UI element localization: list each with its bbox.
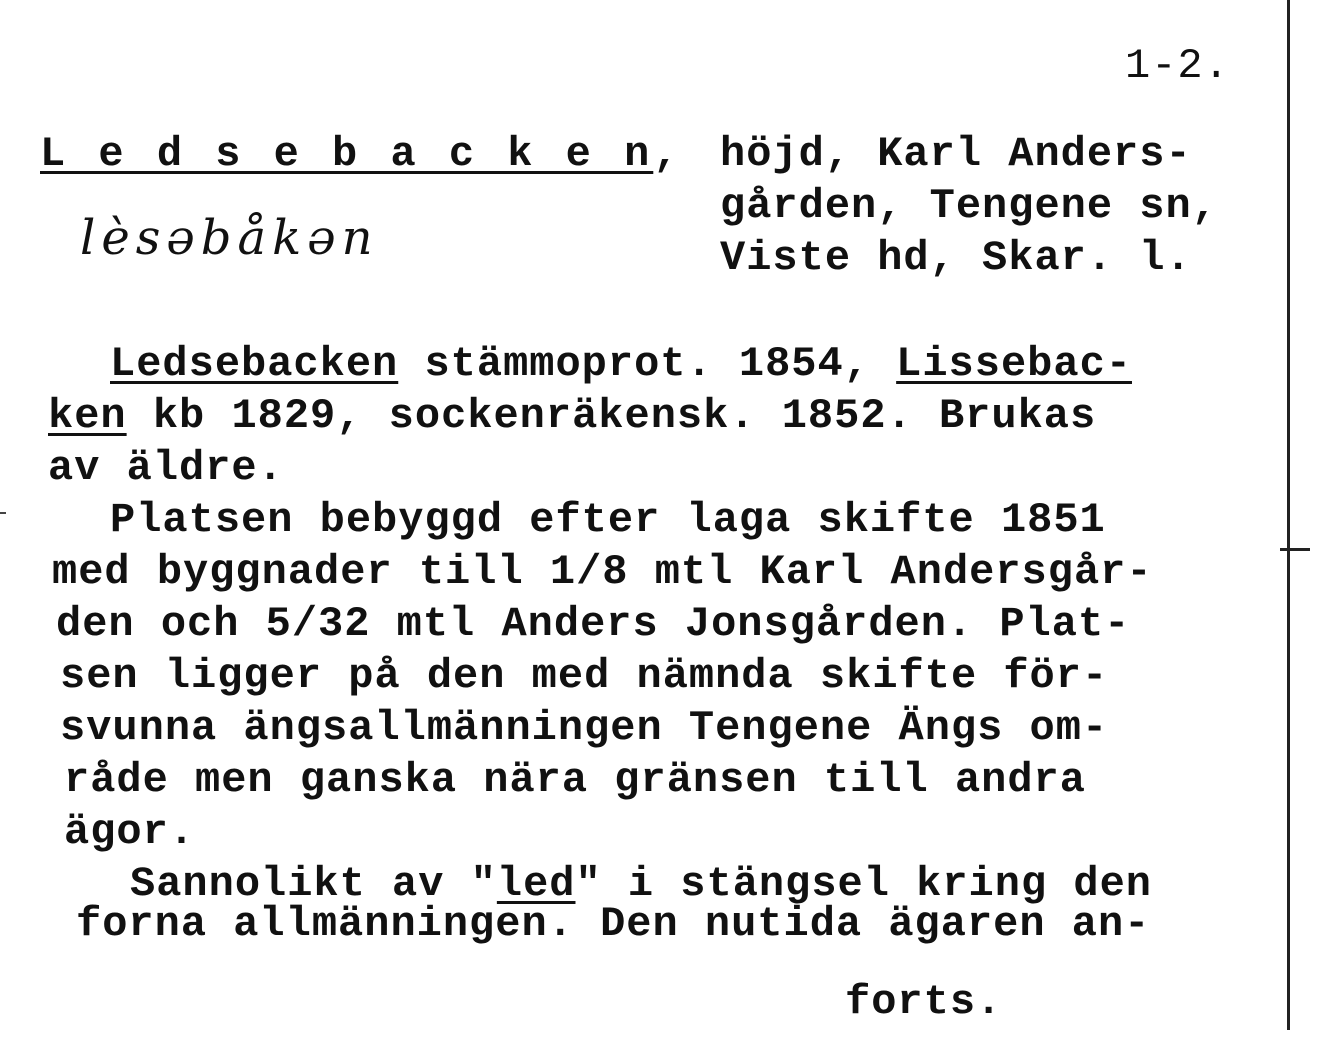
headword	[40, 128, 683, 180]
paragraph-2-line-1: Platsen bebyggd efter laga skifte 1851	[110, 496, 1106, 544]
form-ken: ken	[48, 392, 127, 440]
location-line-1: höjd, Karl Anders-	[720, 130, 1192, 178]
continuation-note: forts.	[845, 978, 1003, 1026]
form-lissebac: Lissebac-	[896, 340, 1132, 388]
text: " i stängsel kring den	[575, 860, 1152, 908]
word-led: led	[496, 860, 576, 908]
card-edge-tick	[1280, 548, 1310, 551]
location-line-3: Viste hd, Skar. l.	[720, 234, 1192, 282]
card-edge-line	[1287, 0, 1290, 1030]
headword-suffix: ,	[653, 130, 683, 178]
form-ledsebacken: Ledsebacken	[110, 340, 399, 388]
pronunciation-handwritten: lèsəbåkən	[80, 210, 379, 266]
text: Sannolikt av "	[130, 860, 497, 908]
paragraph-2-line-4: sen ligger på den med nämnda skifte för-	[60, 652, 1109, 700]
paragraph-3-line-2: forna allmänningen. Den nutida ägaren an-	[76, 900, 1151, 948]
paragraph-1-line-3: av äldre.	[48, 444, 284, 492]
paragraph-1-line-2	[48, 390, 1096, 442]
headword-text: L e d s e b a c k e n	[40, 130, 654, 178]
card-edge-mark	[0, 512, 6, 514]
paragraph-1-line-1	[110, 338, 1132, 390]
paragraph-2-line-3: den och 5/32 mtl Anders Jonsgården. Plat-	[56, 600, 1131, 648]
page-number: 1-2.	[1125, 42, 1230, 90]
paragraph-2-line-6: råde men ganska nära gränsen till andra	[64, 756, 1086, 804]
location-line-2: gården, Tengene sn,	[720, 182, 1218, 230]
paragraph-2-line-2: med byggnader till 1/8 mtl Karl Andersgår-	[52, 548, 1153, 596]
paragraph-2-line-5: svunna ängsallmänningen Tengene Ängs om-	[60, 704, 1109, 752]
paragraph-2-line-7: ägor.	[64, 808, 196, 856]
source-text: stämmoprot. 1854,	[398, 340, 897, 388]
source-text: kb 1829, sockenräkensk. 1852. Brukas	[126, 392, 1097, 440]
